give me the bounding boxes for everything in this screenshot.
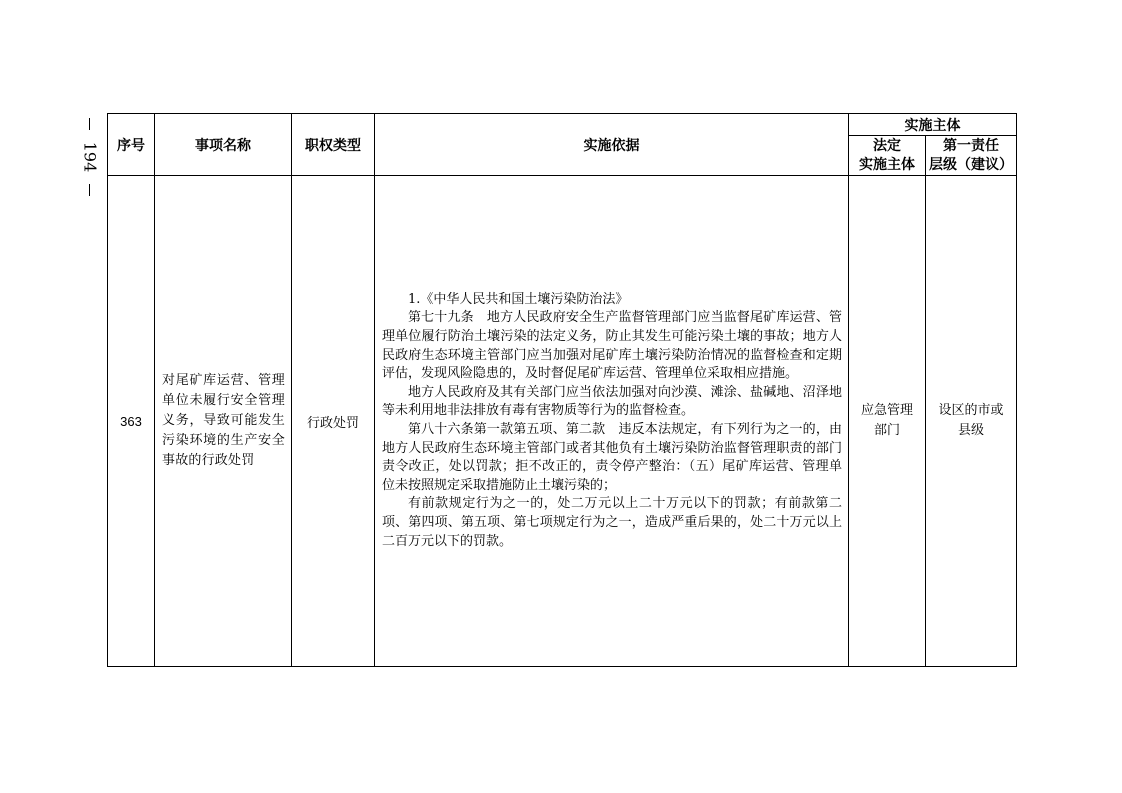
header-type: 职权类型 — [292, 114, 375, 176]
basis-paragraph: 第八十六条第一款第五项、第二款 违反本法规定，有下列行为之一的，由地方人民政府生态环境主管部门或者其他负有土壤污染防治监督管理职责的部门责令改正，处以罚款；拒不改正的，责令停产整治：（五）尾矿库运营、管理单位未按照规定采取措施防止土壤污染的； — [382, 422, 842, 493]
header-seq: 序号 — [108, 114, 155, 176]
row-basis — [375, 176, 849, 667]
basis-paragraph: 1.《中华人民共和国土壤污染防治法》 — [408, 291, 629, 307]
header-first-resp — [926, 136, 1017, 176]
page-number-dash-bottom — [89, 184, 90, 196]
row-first-resp-level: 设区的市或县级 — [926, 176, 1017, 667]
header-first-resp-line1: 第一责任 — [943, 137, 999, 154]
table-row — [108, 176, 1017, 667]
header-legal-subject-line1: 法定 — [873, 137, 901, 154]
page-number-dash-top — [89, 118, 90, 130]
page-number — [78, 118, 100, 218]
authority-table — [107, 113, 1017, 667]
row-name: 对尾矿库运营、管理单位未履行安全管理义务，导致可能发生污染环境的生产安全事故的行政处罚 — [155, 176, 292, 667]
row-seq: 363 — [108, 176, 155, 667]
row-legal-subject: 应急管理部门 — [849, 176, 926, 667]
page-number-text: 194 — [80, 141, 100, 173]
header-name: 事项名称 — [155, 114, 292, 176]
basis-paragraph: 第七十九条 地方人民政府安全生产监督管理部门应当监督尾矿库运营、管理单位履行防治土壤污染的法定义务，防止其发生可能污染土壤的事故；地方人民政府生态环境主管部门应当加强对尾矿库土壤污染防治情况的监督检查和定期评估，发现风险隐患的，及时督促尾矿库运营、管理单位采取相应措施。 — [382, 310, 842, 382]
basis-paragraph: 地方人民政府及其有关部门应当依法加强对向沙漠、滩涂、盐碱地、沼泽地等未利用地非法排放有毒有害物质等行为的监督检查。 — [382, 384, 842, 419]
header-first-resp-line2: 层级（建议） — [929, 156, 1013, 173]
header-subject-group: 实施主体 — [849, 114, 1017, 136]
row-type: 行政处罚 — [292, 176, 375, 667]
basis-paragraph: 有前款规定行为之一的，处二万元以上二十万元以下的罚款；有前款第二项、第四项、第五项、第七项规定行为之一，造成严重后果的，处二十万元以上二百万元以下的罚款。 — [382, 496, 842, 549]
header-legal-subject-line2: 实施主体 — [859, 156, 915, 173]
header-legal-subject — [849, 136, 926, 176]
header-basis: 实施依据 — [375, 114, 849, 176]
